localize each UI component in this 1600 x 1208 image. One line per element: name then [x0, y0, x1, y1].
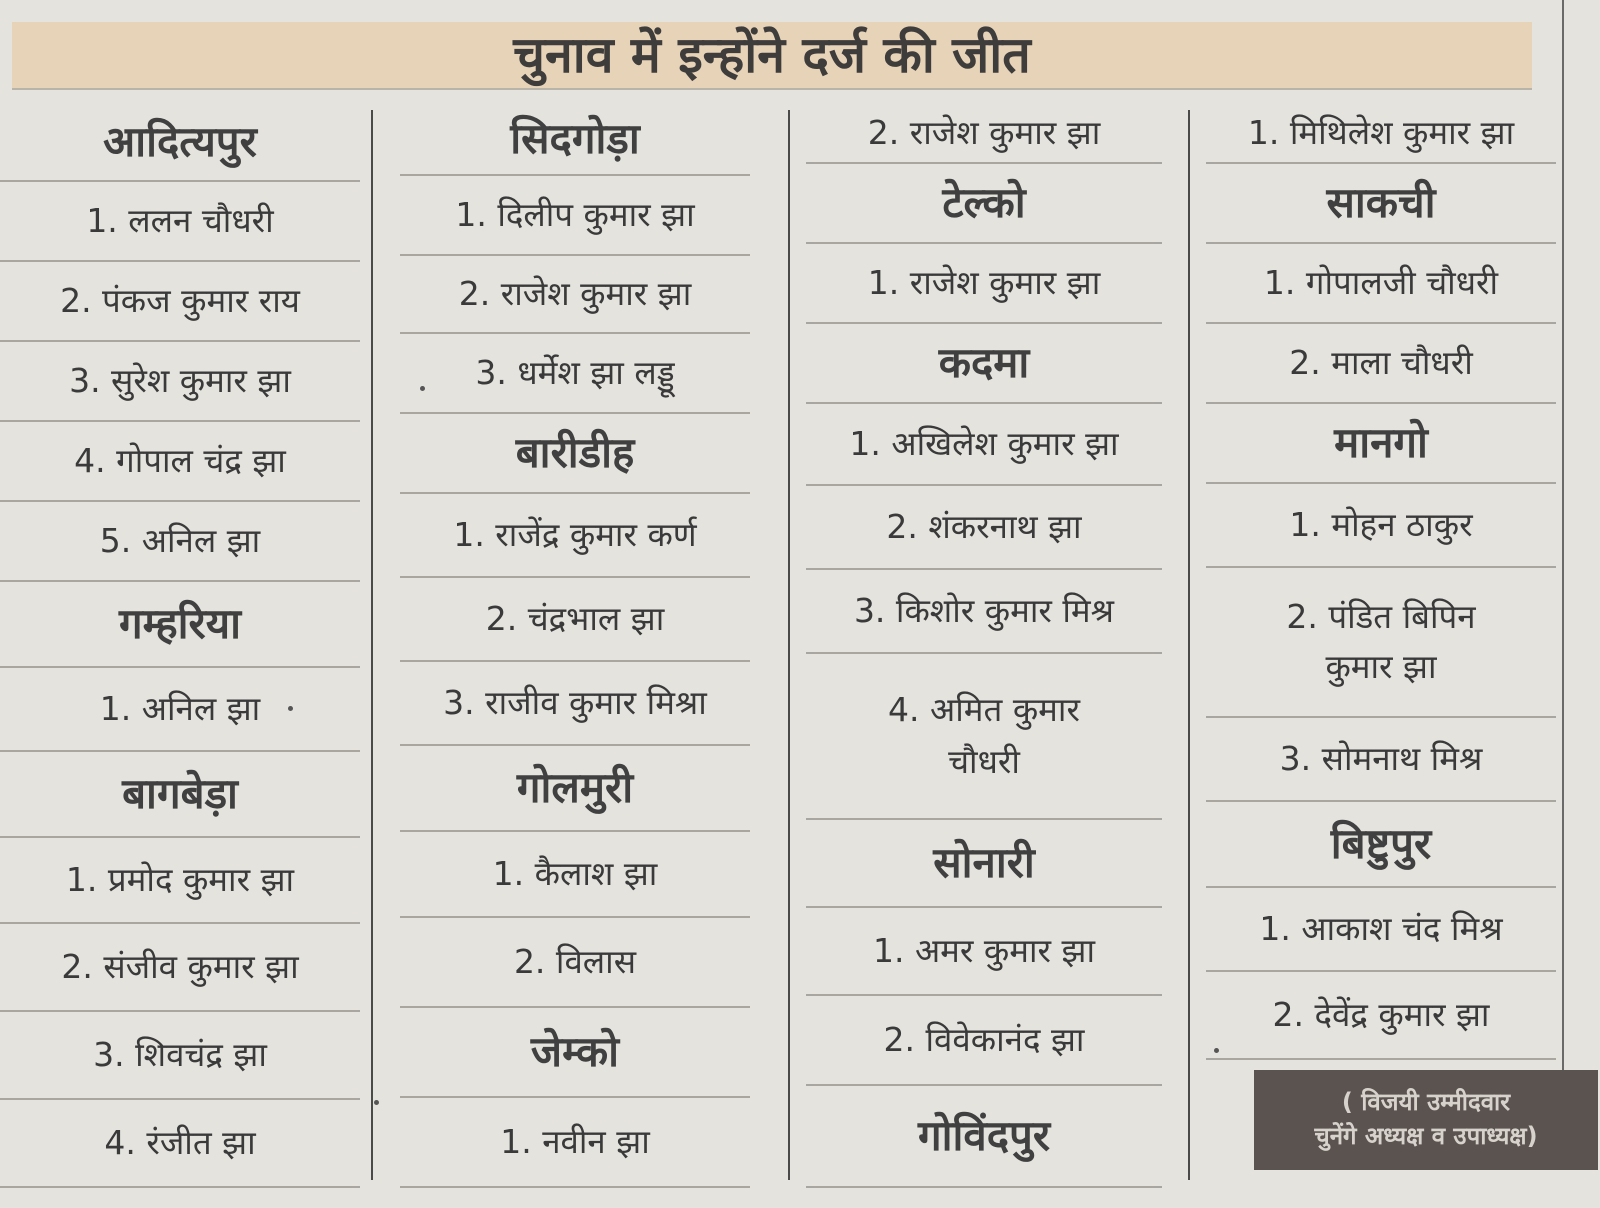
- winner-entry: 1. मिथिलेश कुमार झा: [1206, 104, 1556, 164]
- winner-entry: 1. अमर कुमार झा: [806, 908, 1162, 996]
- winner-entry: 1. ललन चौधरी: [0, 182, 360, 262]
- winner-entry: 2. संजीव कुमार झा: [0, 924, 360, 1012]
- winner-entry: 1. नवीन झा: [400, 1098, 750, 1188]
- area-heading: टेल्को: [806, 164, 1162, 244]
- winner-entry: 3. राजीव कुमार मिश्रा: [400, 662, 750, 746]
- print-speck: [288, 706, 293, 711]
- area-heading: गम्हरिया: [0, 582, 360, 668]
- winner-entry: 3. शिवचंद्र झा: [0, 1012, 360, 1100]
- winner-entry: 2. पंकज कुमार राय: [0, 262, 360, 342]
- winner-entry: 1. राजेश कुमार झा: [806, 244, 1162, 324]
- winner-entry: 2. विलास: [400, 918, 750, 1008]
- winner-entry: [806, 654, 1162, 820]
- page-title: चुनाव में इन्होंने दर्ज की जीत: [513, 26, 1031, 84]
- area-heading: कदमा: [806, 324, 1162, 404]
- area-heading: गोविंदपुर: [806, 1086, 1162, 1188]
- winner-entry: [1206, 568, 1556, 718]
- footnote-line1: ( विजयी उम्मीदवार: [1341, 1088, 1511, 1117]
- area-heading: साकची: [1206, 164, 1556, 244]
- page-edge-line: [1562, 0, 1564, 1070]
- area-heading: बागबेड़ा: [0, 752, 360, 838]
- winner-entry: 1. अनिल झा: [0, 668, 360, 752]
- winner-entry: 3. किशोर कुमार मिश्र: [806, 570, 1162, 654]
- area-heading: आदित्यपुर: [0, 104, 360, 182]
- column-1: [0, 104, 360, 1194]
- winner-entry: 1. राजेंद्र कुमार कर्ण: [400, 494, 750, 578]
- area-heading: बारीडीह: [400, 414, 750, 494]
- footnote-box: [1254, 1070, 1598, 1170]
- column-divider: [788, 110, 790, 1180]
- area-heading: जेम्को: [400, 1008, 750, 1098]
- winner-entry: 2. चंद्रभाल झा: [400, 578, 750, 662]
- winner-entry-line1: 4. अमित कुमार: [888, 689, 1080, 729]
- winner-entry: 1. कैलाश झा: [400, 832, 750, 918]
- column-4: [1206, 104, 1556, 1194]
- winner-entry: 3. सुरेश कुमार झा: [0, 342, 360, 422]
- winner-entry: 1. प्रमोद कुमार झा: [0, 838, 360, 924]
- print-speck: [420, 386, 425, 391]
- winner-entry: 5. अनिल झा: [0, 502, 360, 582]
- area-heading: सोनारी: [806, 820, 1162, 908]
- winner-entry: 4. रंजीत झा: [0, 1100, 360, 1188]
- winner-entry-line1: 2. पंडित बिपिन: [1286, 596, 1476, 636]
- column-divider: [371, 110, 373, 1180]
- winner-entry: 1. अखिलेश कुमार झा: [806, 404, 1162, 486]
- column-divider: [1188, 110, 1190, 1180]
- winner-entry-line2: चौधरी: [948, 742, 1020, 781]
- area-heading: सिदगोड़ा: [400, 104, 750, 176]
- winner-entry: 3. सोमनाथ मिश्र: [1206, 718, 1556, 802]
- winner-entry-line2: कुमार झा: [1325, 647, 1437, 686]
- column-3: [806, 104, 1162, 1194]
- winner-entry: 2. देवेंद्र कुमार झा: [1206, 972, 1556, 1060]
- area-heading: बिष्टुपुर: [1206, 802, 1556, 888]
- winner-entry: 2. राजेश कुमार झा: [806, 104, 1162, 164]
- winner-entry: 1. गोपालजी चौधरी: [1206, 244, 1556, 324]
- winner-entry: 2. राजेश कुमार झा: [400, 256, 750, 334]
- title-banner: [12, 22, 1532, 90]
- winner-entry: 4. गोपाल चंद्र झा: [0, 422, 360, 502]
- winner-entry: 2. शंकरनाथ झा: [806, 486, 1162, 570]
- footnote-line2: चुनेंगे अध्यक्ष व उपाध्यक्ष): [1314, 1122, 1538, 1150]
- area-heading: गोलमुरी: [400, 746, 750, 832]
- winner-entry: 2. विवेकानंद झा: [806, 996, 1162, 1086]
- winner-entry: 3. धर्मेश झा लड्डू: [400, 334, 750, 414]
- area-heading: मानगो: [1206, 404, 1556, 484]
- winner-entry: 1. आकाश चंद मिश्र: [1206, 888, 1556, 972]
- print-speck: [1214, 1048, 1219, 1053]
- winner-entry: 1. दिलीप कुमार झा: [400, 176, 750, 256]
- winner-entry: 2. माला चौधरी: [1206, 324, 1556, 404]
- column-2: [400, 104, 750, 1194]
- print-speck: [374, 1100, 379, 1105]
- winner-entry: 1. मोहन ठाकुर: [1206, 484, 1556, 568]
